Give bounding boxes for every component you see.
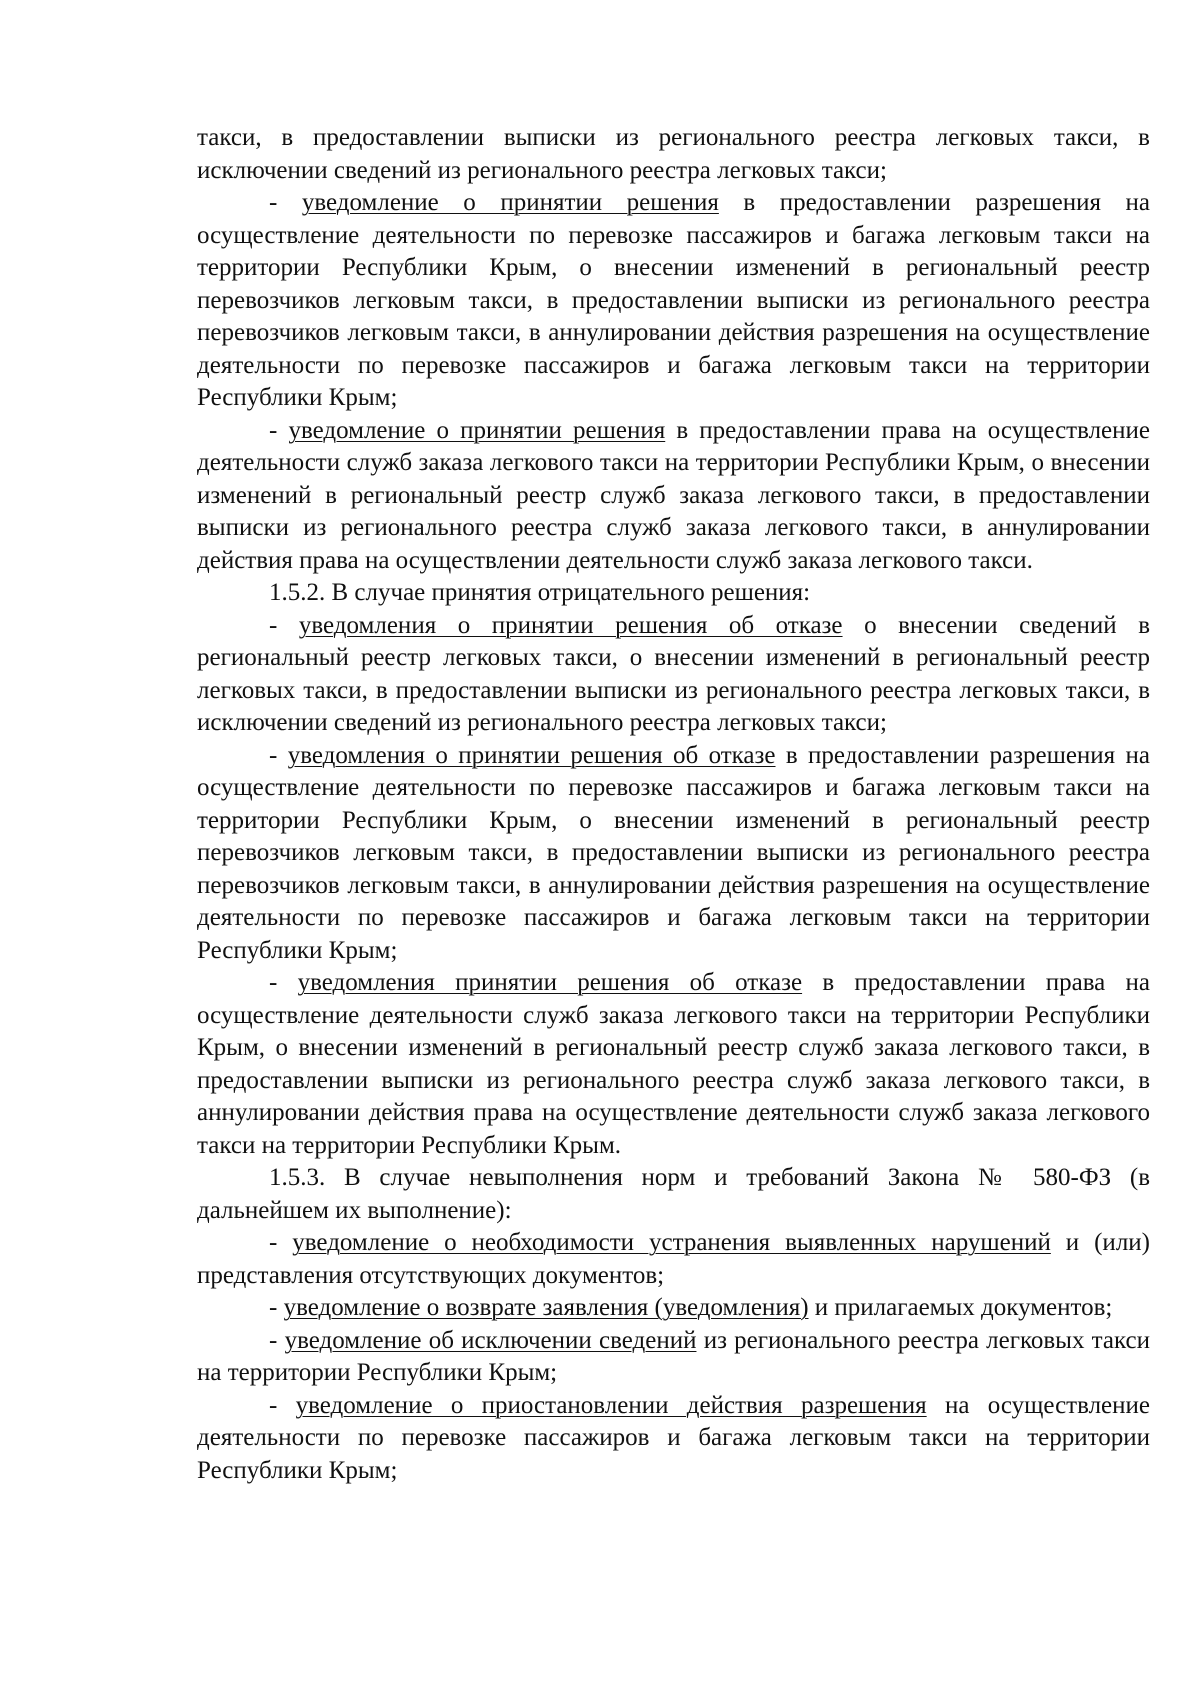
list-item-violation — [197, 1390, 1150, 1488]
paragraph-underlined-term: уведомление о принятии решения — [288, 416, 666, 444]
paragraph-lead: 1.5.2. В случае принятия отрицательного решения: — [269, 579, 811, 606]
paragraph-underlined-term: уведомления о принятии решения об отказе — [287, 741, 776, 769]
paragraph-lead: - — [269, 1391, 296, 1419]
paragraph-lead: - — [269, 1326, 285, 1354]
list-item-refusal — [197, 740, 1150, 968]
list-item-notification — [197, 415, 1150, 578]
paragraph-text: и прилагаемых документов; — [808, 1294, 1113, 1321]
paragraph-lead: - — [269, 416, 289, 444]
paragraph-lead: - — [269, 969, 298, 996]
paragraph-underlined-term: уведомление об исключении сведений — [284, 1326, 697, 1354]
paragraph-text: в предоставлении права на осуществление деятельности служб заказа легкового такси на территории Республики Крым, о внесении изменений в региональный реестр служб заказа легкового такси, в предоставлении выписки из регионального реестра служб заказа легкового такси, в аннулировании действия права на осуществление деятельности служб заказа легкового такси на территории Республики Крым. — [197, 969, 1150, 1159]
paragraph-underlined-term: уведомление о необходимости устранения выявленных нарушений — [292, 1229, 1051, 1256]
paragraph-underlined-term: уведомление о приостановлении действия разрешения — [295, 1391, 927, 1419]
paragraph-text: и (или) представления отсутствующих документов; — [197, 1229, 1150, 1289]
paragraph-underlined-term: уведомление о возврате заявления (уведомления) — [283, 1294, 809, 1321]
paragraph-underlined-term: уведомление о принятии решения — [301, 189, 719, 216]
section-heading-1-5-2 — [197, 577, 1150, 610]
paragraph-text: в предоставлении разрешения на осуществление деятельности по перевозке пассажиров и багажа легковым такси на территории Республики Крым, о внесении изменений в региональный реестр перевозчиков легковым такси, в предоставлении выписки из регионального реестра перевозчиков легковым такси, в аннулировании действия разрешения на осуществление деятельности по перевозке пассажиров и багажа легковым такси на территории Республики Крым; — [197, 189, 1151, 411]
paragraph-text: о внесении сведений в региональный реестр легковых такси, о внесении изменений в региональный реестр легковых такси, в предоставлении выписки из регионального реестра легковых такси, в исключении сведений из регионального реестра легковых такси; — [197, 611, 1150, 736]
list-item-refusal — [197, 967, 1150, 1162]
paragraph-lead: 1.5.3. В случае невыполнения норм и требований Закона № 580-ФЗ (в дальнейшем их выполнение): — [197, 1164, 1150, 1224]
paragraph-underlined-term: уведомления о принятии решения об отказе — [298, 611, 843, 639]
list-item-notification — [197, 187, 1150, 415]
paragraph-text: в предоставлении права на осуществление деятельности служб заказа легкового такси на территории Республики Крым, о внесении изменений в региональный реестр служб заказа легкового такси, в предоставлении выписки из регионального реестра служб заказа легкового такси, в аннулировании действия права на осуществлении деятельности служб заказа легкового такси. — [197, 416, 1151, 574]
list-item-violation — [197, 1292, 1150, 1325]
paragraph-lead: - — [269, 189, 302, 216]
paragraph-text: в предоставлении разрешения на осуществление деятельности по перевозке пассажиров и багажа легковым такси на территории Республики Крым, о внесении изменений в региональный реестр перевозчиков легковым такси, в предоставлении выписки из регионального реестра перевозчиков легковым такси, в аннулировании действия разрешения на осуществление деятельности по перевозке пассажиров и багажа легковым такси на территории Республики Крым; — [197, 741, 1151, 964]
paragraph-text: такси, в предоставлении выписки из регионального реестра легковых такси, в исключении сведений из регионального реестра легковых такси; — [197, 124, 1150, 184]
section-heading-1-5-3 — [197, 1162, 1150, 1227]
list-item-violation — [197, 1227, 1150, 1292]
paragraph-text: из регионального реестра легковых такси на территории Республики Крым; — [197, 1326, 1151, 1386]
paragraph-text: на осуществление деятельности по перевозке пассажиров и багажа легковым такси на территории Республики Крым; — [197, 1391, 1150, 1484]
paragraph-lead: - — [269, 741, 288, 769]
paragraph-lead: - — [269, 1294, 284, 1321]
list-item-refusal — [197, 610, 1150, 740]
document-page — [197, 122, 1150, 1487]
paragraph-lead: - — [269, 611, 299, 639]
paragraph-underlined-term: уведомления принятии решения об отказе — [297, 969, 803, 996]
paragraph-lead: - — [269, 1229, 293, 1256]
paragraph-continuation — [197, 122, 1150, 187]
list-item-violation — [197, 1325, 1150, 1390]
